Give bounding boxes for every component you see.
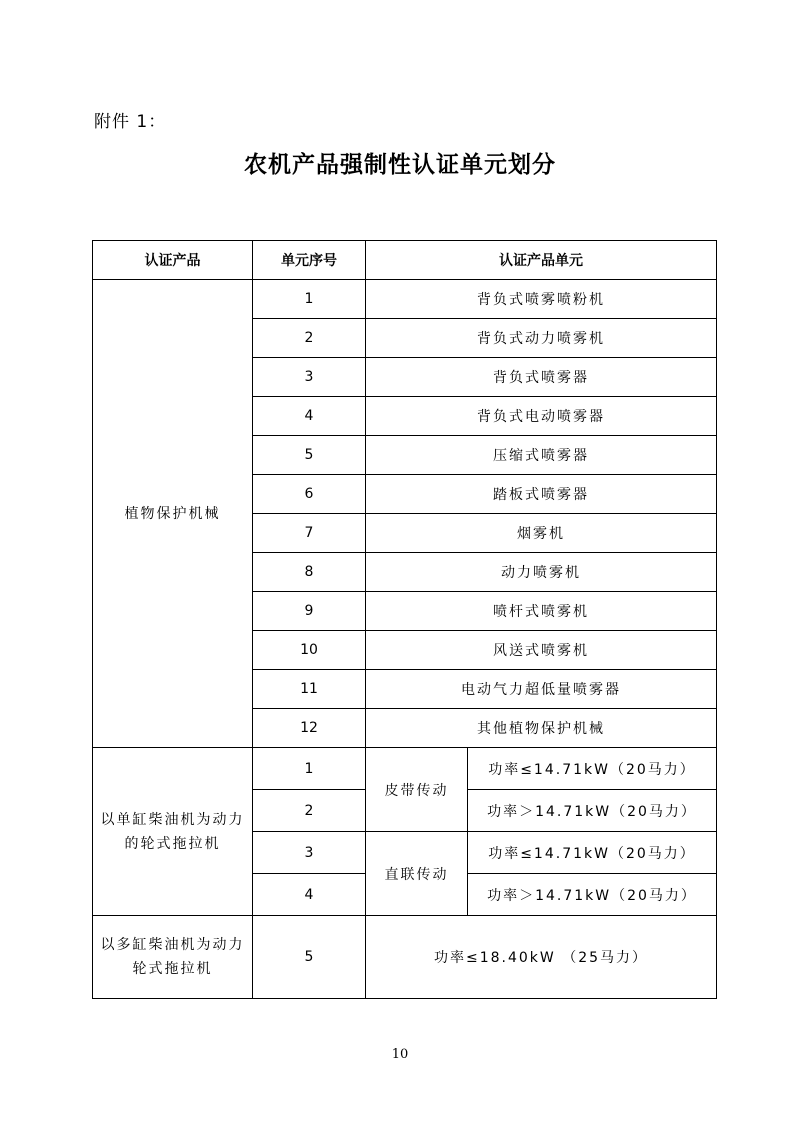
power-range: 功率＞14.71kW（20马力） (468, 790, 717, 832)
power-range: 功率≤14.71kW（20马力） (468, 832, 717, 874)
category-line: 的轮式拖拉机 (124, 835, 221, 852)
unit-number: 8 (253, 553, 366, 592)
table-row (93, 916, 717, 999)
table-row (93, 280, 717, 319)
header-product: 认证产品 (93, 241, 253, 280)
unit-name: 背负式动力喷雾机 (366, 319, 717, 358)
unit-number: 9 (253, 592, 366, 631)
unit-number: 10 (253, 631, 366, 670)
unit-number: 12 (253, 709, 366, 748)
unit-number: 3 (253, 358, 366, 397)
header-unit-no: 单元序号 (253, 241, 366, 280)
unit-name: 背负式电动喷雾器 (366, 397, 717, 436)
unit-name: 烟雾机 (366, 514, 717, 553)
unit-number: 1 (253, 280, 366, 319)
unit-number: 4 (253, 397, 366, 436)
unit-number: 4 (253, 874, 366, 916)
attachment-label: 附件 1： (94, 112, 167, 132)
header-product-unit: 认证产品单元 (366, 241, 717, 280)
unit-name: 踏板式喷雾器 (366, 475, 717, 514)
unit-number: 1 (253, 748, 366, 790)
unit-name: 电动气力超低量喷雾器 (366, 670, 717, 709)
drive-type-direct: 直联传动 (366, 832, 468, 916)
category-plant-protection: 植物保护机械 (93, 280, 253, 748)
table-header-row (93, 241, 717, 280)
drive-type-belt: 皮带传动 (366, 748, 468, 832)
unit-name: 风送式喷雾机 (366, 631, 717, 670)
unit-number: 5 (253, 436, 366, 475)
power-range: 功率≤18.40kW （25马力） (366, 916, 717, 999)
unit-name: 背负式喷雾器 (366, 358, 717, 397)
unit-name: 喷杆式喷雾机 (366, 592, 717, 631)
unit-name: 其他植物保护机械 (366, 709, 717, 748)
category-line: 轮式拖拉机 (132, 961, 213, 977)
unit-number: 7 (253, 514, 366, 553)
page-number: 10 (391, 1047, 409, 1062)
unit-number: 6 (253, 475, 366, 514)
category-single-cylinder-tractor (93, 748, 253, 916)
unit-name: 压缩式喷雾器 (366, 436, 717, 475)
unit-number: 5 (253, 916, 366, 999)
certification-unit-table (92, 240, 717, 999)
unit-number: 11 (253, 670, 366, 709)
unit-name: 背负式喷雾喷粉机 (366, 280, 717, 319)
category-line: 以单缸柴油机为动力 (100, 811, 245, 828)
table-row (93, 748, 717, 790)
unit-number: 2 (253, 790, 366, 832)
power-range: 功率≤14.71kW（20马力） (468, 748, 717, 790)
unit-number: 3 (253, 832, 366, 874)
document-title: 农机产品强制性认证单元划分 (244, 151, 556, 178)
category-multi-cylinder-tractor (93, 916, 253, 999)
category-line: 以多缸柴油机为动力 (100, 937, 245, 953)
power-range: 功率＞14.71kW（20马力） (468, 874, 717, 916)
unit-number: 2 (253, 319, 366, 358)
unit-name: 动力喷雾机 (366, 553, 717, 592)
